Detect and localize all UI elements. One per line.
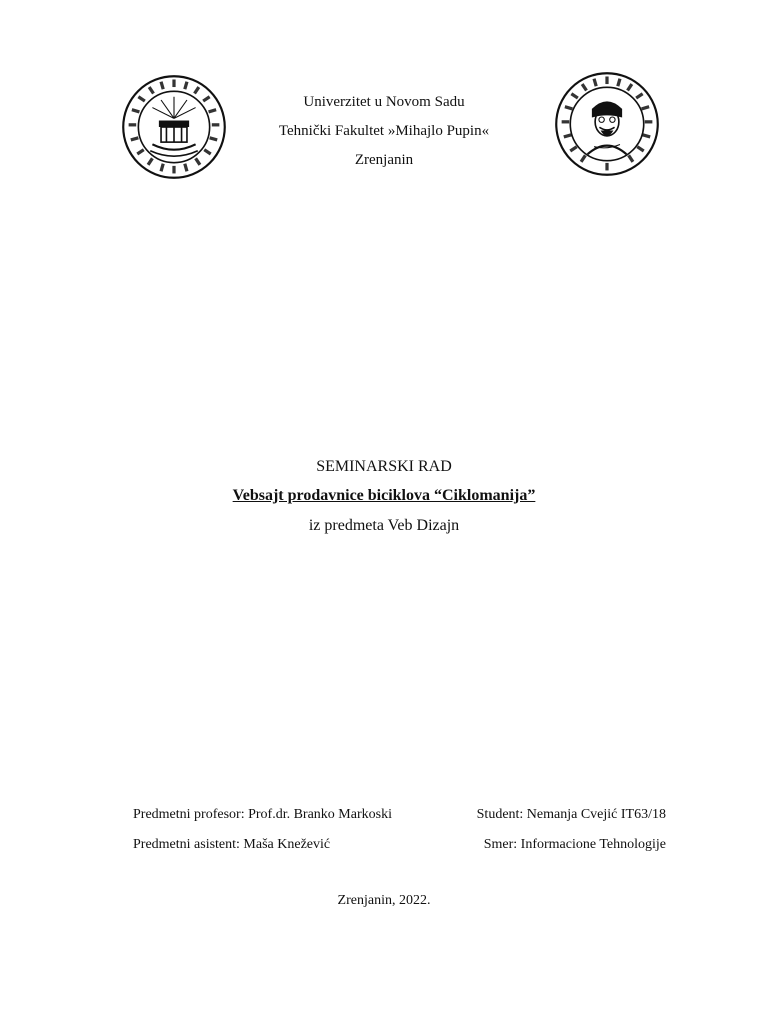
header-city: Zrenjanin (354, 152, 414, 168)
faculty-name: Tehnički Fakultet »Mihajlo Pupin« (278, 123, 490, 139)
assistant-line: Predmetni asistent: Maša Knežević (133, 837, 331, 852)
place-date: Zrenjanin, 2022. (337, 893, 431, 908)
document-title: Vebsajt prodavnice biciklova “Ciklomanija” (232, 487, 536, 504)
university-name: Univerzitet u Novom Sadu (303, 94, 465, 110)
document-type: SEMINARSKI RAD (316, 458, 452, 475)
faculty-seal-icon (553, 70, 661, 178)
course-subject: iz predmeta Veb Dizajn (308, 517, 460, 534)
student-line: Student: Nemanja Cvejić IT63/18 (476, 807, 666, 822)
professor-line: Predmetni profesor: Prof.dr. Branko Markoski (133, 807, 392, 822)
title-block (0, 453, 768, 541)
track-line: Smer: Informacione Tehnologije (483, 837, 666, 852)
